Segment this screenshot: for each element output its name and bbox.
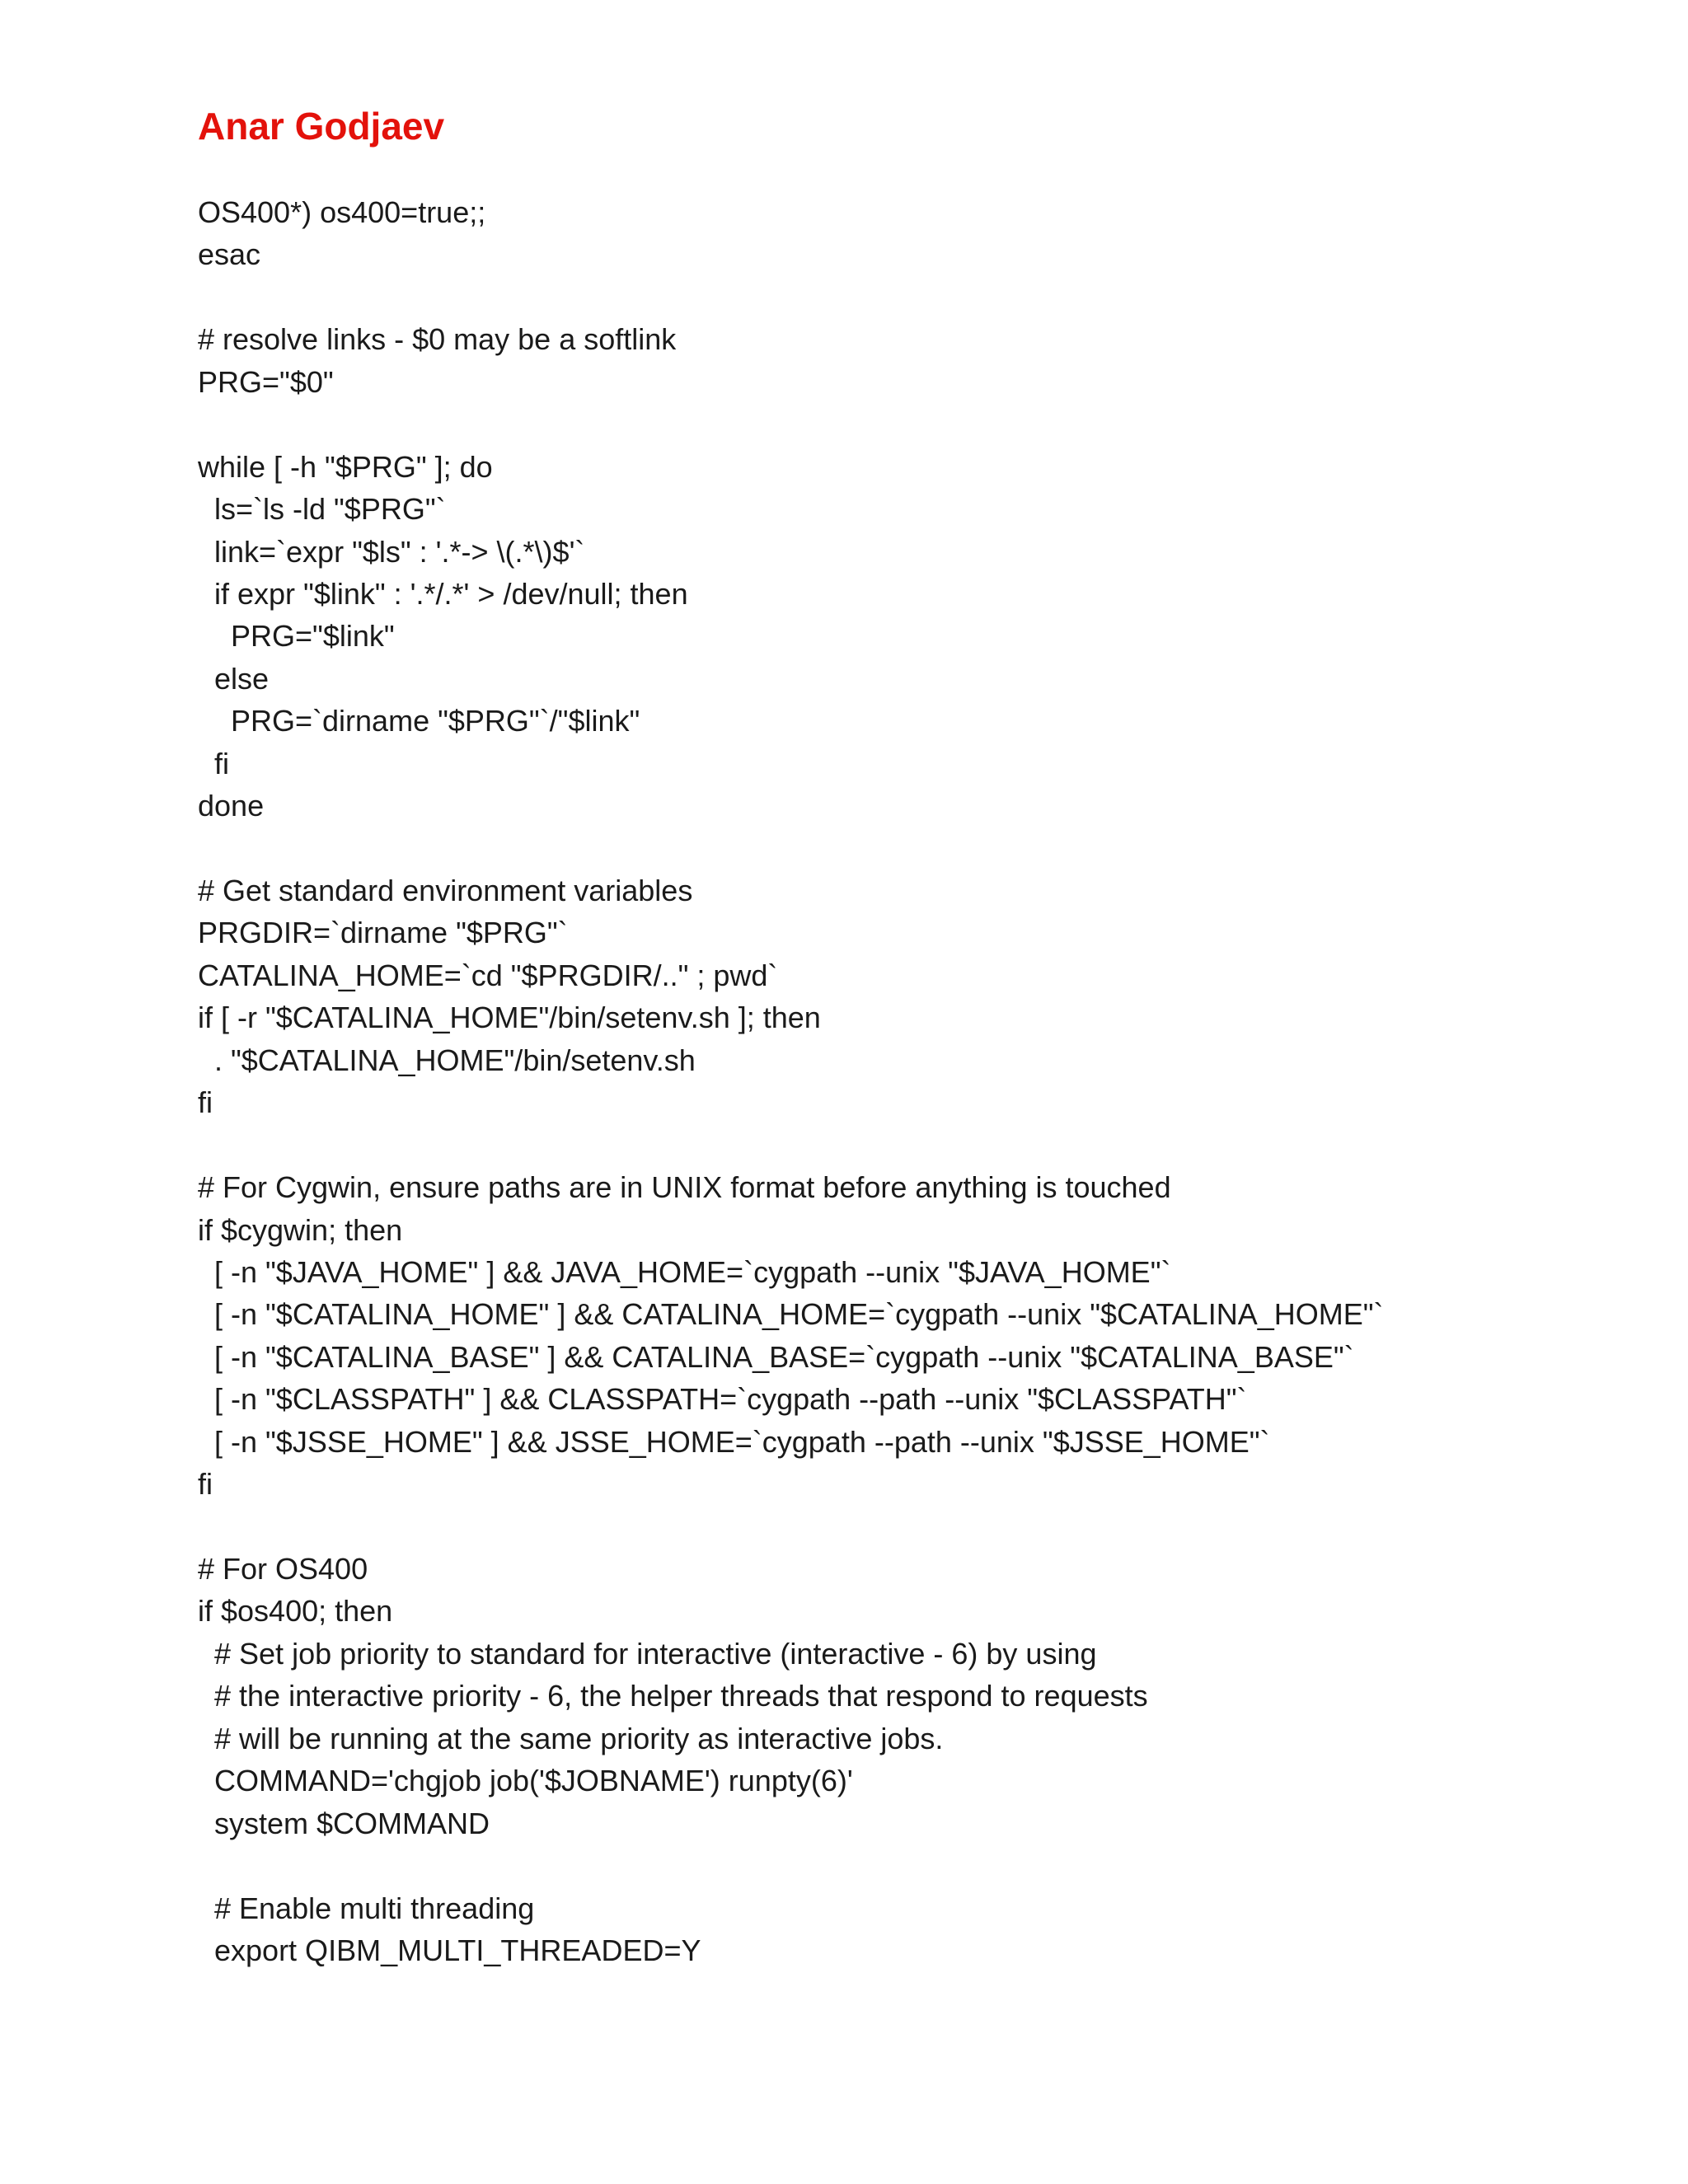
code-line	[198, 1844, 1665, 1886]
code-line: PRG="$link"	[198, 619, 395, 654]
code-line: system $COMMAND	[198, 1806, 490, 1840]
code-line: link=`expr "$ls" : '.*-> \(.*\)$'`	[198, 534, 585, 569]
code-line: export QIBM_MULTI_THREADED=Y	[198, 1933, 701, 1967]
code-line: fi	[198, 1467, 213, 1502]
code-line: PRG=`dirname "$PRG"`/"$link"	[198, 704, 640, 738]
code-line: [ -n "$CATALINA_HOME" ] && CATALINA_HOME=`cygpath --unix "$CATALINA_HOME"`	[198, 1297, 1384, 1332]
code-line: [ -n "$JSSE_HOME" ] && JSSE_HOME=`cygpath --path --unix "$JSSE_HOME"`	[198, 1424, 1270, 1459]
code-line: ls=`ls -ld "$PRG"`	[198, 492, 446, 527]
code-line: # Set job priority to standard for interactive (interactive - 6) by using	[198, 1636, 1097, 1671]
code-line: if expr "$link" : '.*/.*' > /dev/null; then	[198, 576, 688, 611]
code-line: PRGDIR=`dirname "$PRG"`	[198, 916, 568, 950]
code-line: # resolve links - $0 may be a softlink	[198, 322, 677, 357]
code-line	[198, 1124, 1665, 1166]
code-line: fi	[198, 1085, 213, 1120]
code-line: fi	[198, 746, 230, 780]
code-line: . "$CATALINA_HOME"/bin/setenv.sh	[198, 1043, 696, 1077]
code-line: # will be running at the same priority as interactive jobs.	[198, 1721, 944, 1755]
code-line: while [ -h "$PRG" ]; do	[198, 449, 493, 484]
code-line: done	[198, 789, 265, 823]
code-line: CATALINA_HOME=`cd "$PRGDIR/.." ; pwd`	[198, 958, 778, 992]
code-line: [ -n "$CATALINA_BASE" ] && CATALINA_BASE=`cygpath --unix "$CATALINA_BASE"`	[198, 1339, 1354, 1374]
code-line: # the interactive priority - 6, the helper threads that respond to requests	[198, 1679, 1148, 1713]
code-line: if $cygwin; then	[198, 1212, 403, 1247]
code-line: [ -n "$JAVA_HOME" ] && JAVA_HOME=`cygpath --unix "$JAVA_HOME"`	[198, 1254, 1171, 1289]
code-line: # Enable multi threading	[198, 1891, 535, 1925]
code-line: # Get standard environment variables	[198, 874, 693, 907]
code-line	[198, 827, 1665, 869]
code-line: if [ -r "$CATALINA_HOME"/bin/setenv.sh ]; then	[198, 1001, 821, 1035]
code-line: OS400*) os400=true;;	[198, 195, 486, 229]
code-line	[198, 1506, 1665, 1548]
code-line: # For Cygwin, ensure paths are in UNIX format before anything is touched	[198, 1170, 1171, 1205]
author-heading: Anar Godjaev	[198, 105, 445, 148]
code-line: [ -n "$CLASSPATH" ] && CLASSPATH=`cygpath --path --unix "$CLASSPATH"`	[198, 1382, 1247, 1417]
code-line	[198, 403, 1665, 445]
code-line: else	[198, 661, 270, 696]
code-line: COMMAND='chgjob job('$JOBNAME') runpty(6)'	[198, 1764, 853, 1798]
code-line: esac	[198, 237, 261, 272]
code-block	[198, 191, 1665, 1971]
code-line: PRG="$0"	[198, 364, 334, 399]
code-line	[198, 276, 1665, 318]
code-line: # For OS400	[198, 1552, 368, 1586]
code-line: if $os400; then	[198, 1594, 393, 1629]
